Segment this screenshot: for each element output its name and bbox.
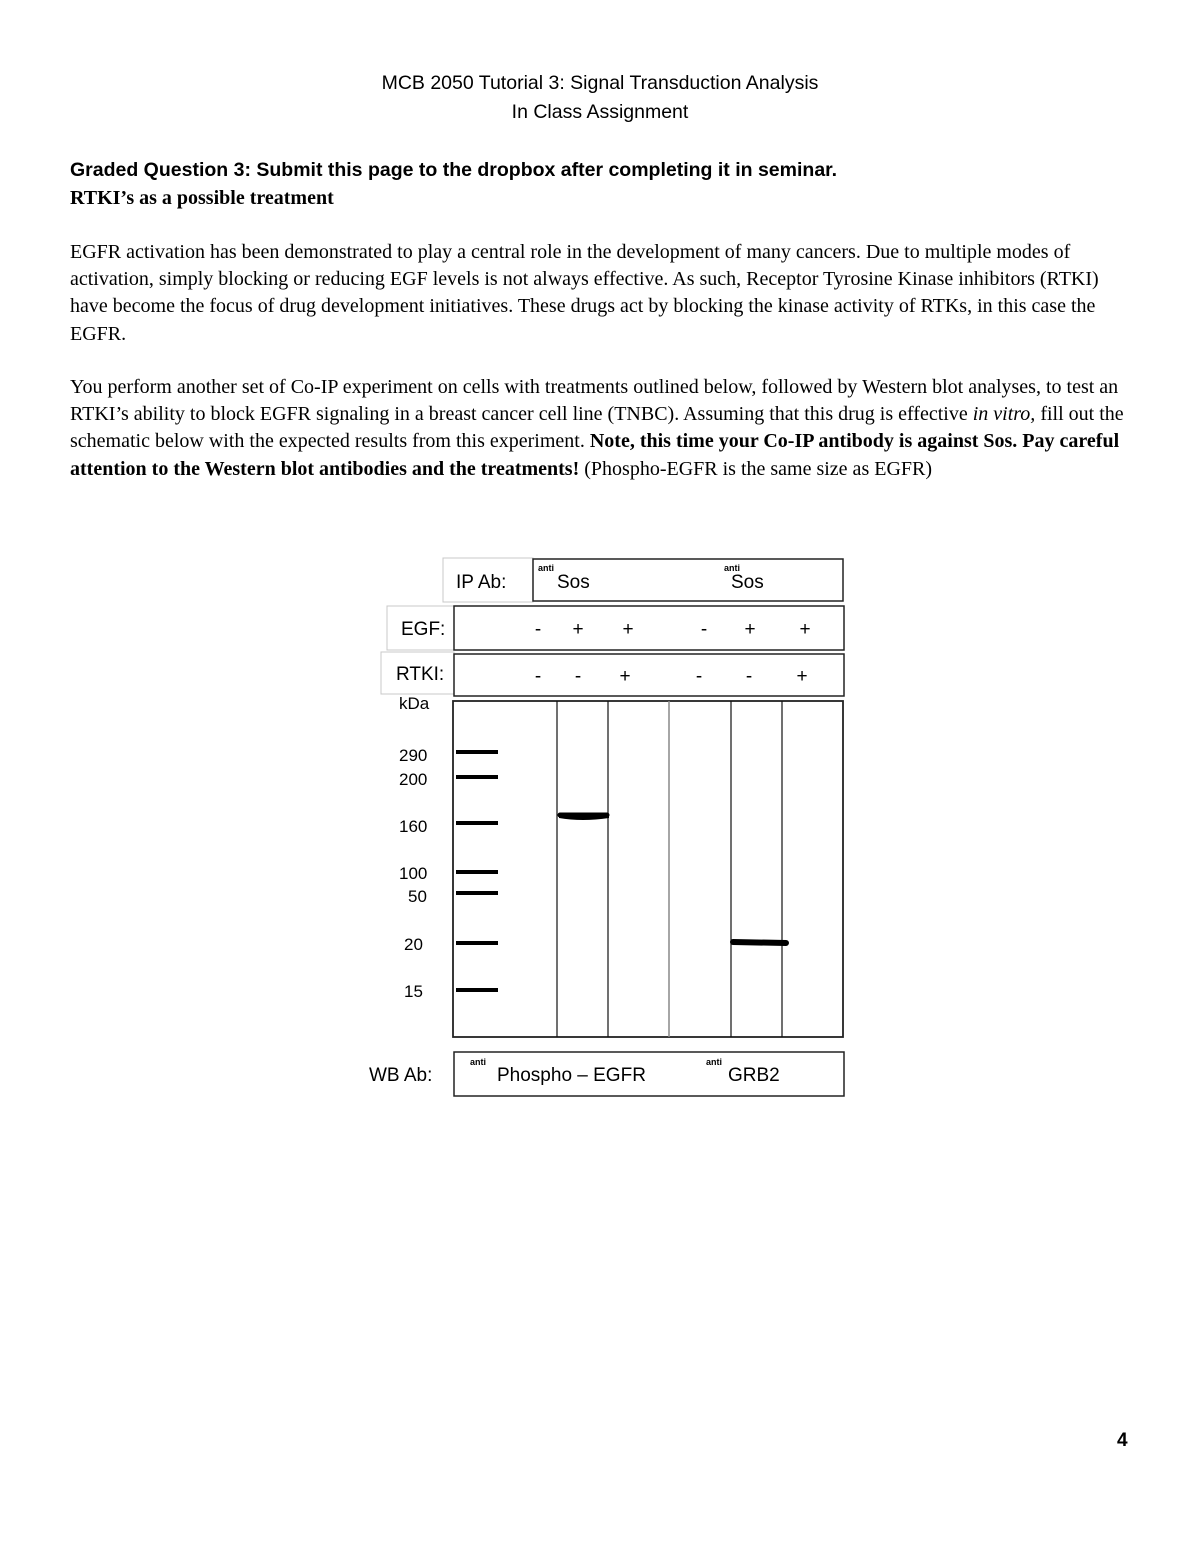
western-blot-schematic <box>360 550 860 1110</box>
paragraph-experiment <box>70 374 1140 483</box>
document-subtitle: In Class Assignment <box>511 101 689 123</box>
anti-note: anti <box>724 563 741 573</box>
egf-value: - <box>534 619 542 640</box>
rtki-value: - <box>534 666 542 687</box>
paragraph-text: (Phospho-EGFR is the same size as EGFR) <box>579 457 933 480</box>
ip-label: IP Ab: <box>456 572 507 593</box>
rtki-value: - <box>574 666 582 687</box>
paragraph-egfr-intro: EGFR activation has been demonstrated to play a central role in the development of many cancers. Due to multiple modes of activation, simply blocking or reducing EGF levels is not always effective. As such, Receptor Tyrosine Kinase inhibitors (RTKI) have become the focus of drug development initiatives. These drugs act by blocking the kinase activity of RTKs, in this case the EGFR. <box>70 241 1099 345</box>
wb-label: WB Ab: <box>369 1065 433 1086</box>
egf-value: + <box>744 619 756 640</box>
rtki-values-box <box>454 654 844 696</box>
paragraph-text: fill out the schematic below with the expected results from this experiment. <box>70 403 1124 453</box>
rtki-value: - <box>745 666 753 687</box>
rtki-label: RTKI: <box>396 664 445 685</box>
question-subheading: RTKI’s as a possible treatment <box>70 187 334 209</box>
marker-label: 15 <box>404 982 423 1001</box>
paragraph-text: You perform another set of Co-IP experiment on cells with treatments outlined below, followed by Western blot analyses, to test an RTKI’s ability to block EGFR signaling in a breast cancer cell line (TNBC). Assuming that this drug is effective <box>70 376 1119 426</box>
kda-label: kDa <box>399 694 430 713</box>
rtki-value: - <box>695 666 703 687</box>
egf-value: + <box>572 619 584 640</box>
paragraph-note: Note, this time your Co-IP antibody is against Sos. Pay careful attention to the Western blot antibodies and the treatments! <box>70 430 1120 480</box>
marker-label: 290 <box>399 746 428 765</box>
egf-value: - <box>700 619 708 640</box>
marker-label: 100 <box>399 864 428 883</box>
wb-antibody-2: GRB2 <box>728 1065 780 1086</box>
egf-label: EGF: <box>401 619 446 640</box>
question-heading: Graded Question 3: Submit this page to the dropbox after completing it in seminar. <box>70 159 838 181</box>
marker-label: 200 <box>399 770 428 789</box>
marker-label: 50 <box>408 887 427 906</box>
egf-value: + <box>799 619 811 640</box>
anti-note: anti <box>470 1057 487 1067</box>
marker-label: 160 <box>399 817 428 836</box>
ip-antibody-2: Sos <box>731 572 764 593</box>
egf-values-box <box>454 606 844 650</box>
egf-value: + <box>622 619 634 640</box>
marker-label: 20 <box>404 935 423 954</box>
rtki-value: + <box>796 666 808 687</box>
page-number: 4 <box>1117 1430 1128 1451</box>
ip-antibody-1: Sos <box>557 572 590 593</box>
gel-frame <box>453 701 843 1037</box>
anti-note: anti <box>706 1057 723 1067</box>
result-band-grb2 <box>733 942 786 943</box>
paragraph-italic: in vitro, <box>972 403 1036 426</box>
wb-antibody-1: Phospho – EGFR <box>497 1065 646 1086</box>
ladder <box>399 746 498 1001</box>
rtki-value: + <box>619 666 631 687</box>
anti-note: anti <box>538 563 555 573</box>
document-title: MCB 2050 Tutorial 3: Signal Transduction Analysis <box>381 72 819 94</box>
